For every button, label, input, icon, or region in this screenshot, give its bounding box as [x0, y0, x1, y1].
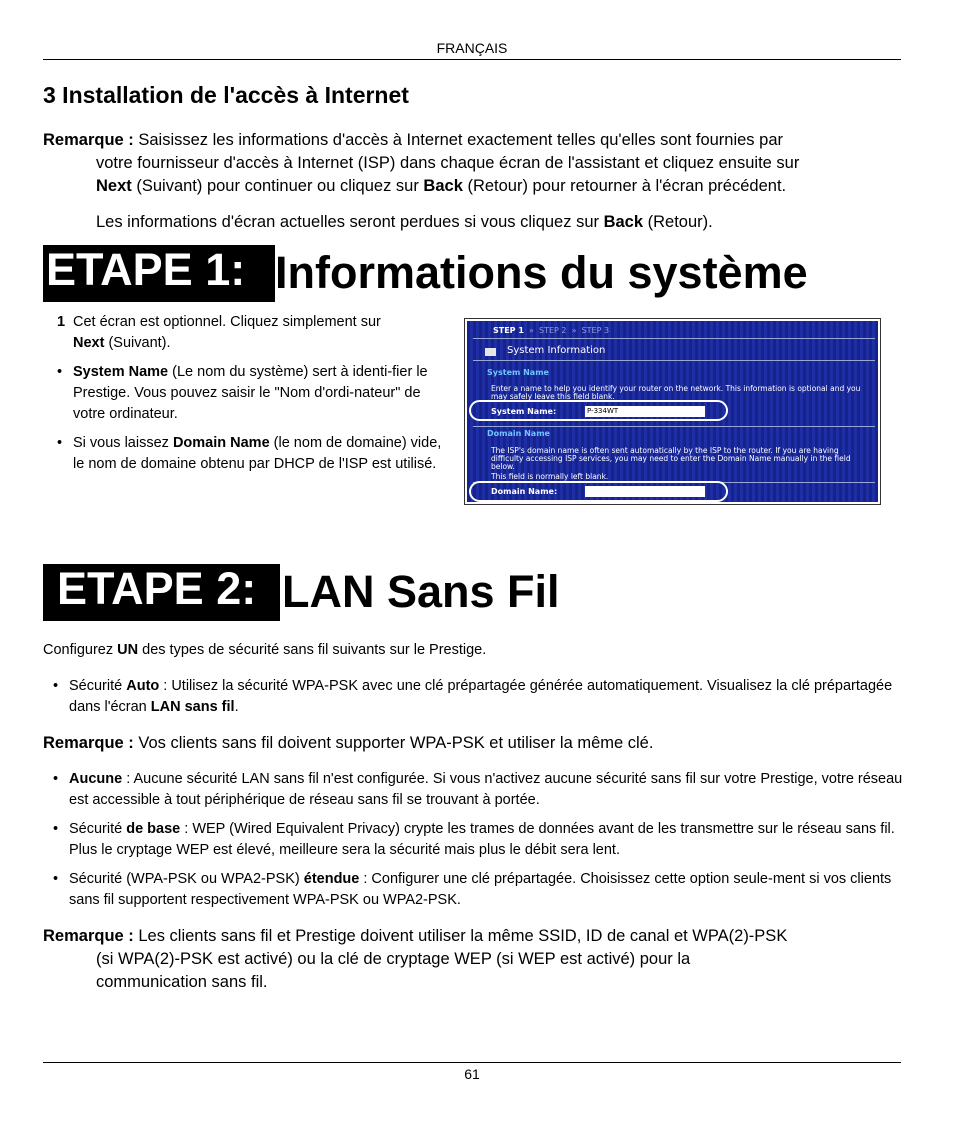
security-options-list [53, 769, 903, 919]
list-item [53, 676, 903, 718]
step1-instructions [57, 312, 452, 483]
page-header-language: FRANÇAIS [436, 40, 508, 56]
note-text: communication sans fil. [96, 973, 268, 991]
step2-intro [43, 640, 903, 661]
extended-keyword: étendue [303, 871, 360, 887]
domain-name-note: This field is normally left blank. [491, 472, 609, 481]
basic-keyword: de base [126, 821, 181, 837]
note-label: Remarque : [43, 131, 134, 149]
warning-paragraph [96, 211, 896, 234]
item-text: : WEP (Wired Equivalent Privacy) crypte les trames de données avant de les transmettre sur le réseau sans fil. Plus le cryptage WEP est élevé, meilleure sera la sécurité mais plus le débit sera lent. [69, 821, 895, 858]
item-text: . [234, 699, 239, 715]
step1-badge: ETAPE 1: [43, 245, 275, 302]
page-number: 61 [464, 1066, 480, 1082]
item-text: Si vous laissez [73, 435, 173, 451]
step1-bullets [57, 362, 452, 475]
system-name-field: P-334WT [585, 406, 705, 417]
intro-keyword: UN [117, 642, 139, 658]
note-text [43, 175, 903, 198]
domain-name-heading: Domain Name [487, 429, 550, 438]
item-text: : Utilisez la sécurité WPA-PSK avec une clé prépartagée générée automatiquement. Visualisez la clé prépartagée dans l'écran [69, 678, 893, 715]
system-name-label: System Name: [491, 407, 557, 416]
divider [473, 360, 875, 361]
list-item [53, 769, 903, 811]
note-text: Saisissez les informations d'accès à Internet exactement telles qu'elles sont fournies par [133, 131, 783, 149]
highlight-oval [469, 481, 728, 502]
step-arrow-icon: » [529, 326, 534, 335]
domain-name-keyword: Domain Name [172, 435, 270, 451]
item-text: : Aucune sécurité LAN sans fil n'est configurée. Si vous n'activez aucune sécurité sans fil sur votre Prestige, votre réseau est accessible à tout périphérique de réseau sans fil se trouvant à portée. [69, 771, 903, 808]
section-title: 3 Installation de l'accès à Internet [43, 82, 409, 108]
step2-badge: ETAPE 2: [43, 564, 280, 621]
divider [473, 338, 875, 339]
step-tab: STEP 1 [493, 326, 524, 335]
warning-text: (Retour). [643, 213, 713, 231]
note-label: Remarque : [43, 927, 134, 945]
note-label: Remarque : [43, 734, 134, 752]
note-paragraph [43, 732, 903, 755]
item-text: Cet écran est optionnel. Cliquez simplement sur [73, 314, 381, 330]
footer-rule [43, 1062, 901, 1063]
step1-title: Informations du système [275, 247, 808, 298]
intro-text: des types de sécurité sans fil suivants sur le Prestige. [138, 642, 487, 658]
next-keyword: Next [96, 177, 132, 195]
item-text: Sécurité (WPA-PSK ou WPA2-PSK) [69, 871, 304, 887]
note-paragraph [43, 925, 903, 994]
back-keyword: Back [423, 177, 463, 195]
note-text: Les clients sans fil et Prestige doivent utiliser la même SSID, ID de canal et WPA(2)-PSK [133, 927, 788, 945]
item-text: (Le nom du système) sert à identi-fier le Prestige. Vous pouvez saisir le "Nom d'ordi-nateur" de votre ordinateur. [73, 364, 428, 422]
item-text: (le nom de domaine) vide, le nom de domaine obtenu par DHCP de l'ISP est utilisé. [73, 435, 442, 472]
step-tab: STEP 2 [539, 326, 567, 335]
auto-keyword: Auto [126, 678, 160, 694]
note-text: (Retour) pour retourner à l'écran précédent. [462, 177, 787, 195]
intro-text: Configurez [43, 642, 118, 658]
system-name-keyword: System Name [73, 364, 169, 380]
item-text: Sécurité [69, 821, 127, 837]
note-text: Vos clients sans fil doivent supporter WPA-PSK et utiliser la même clé. [133, 734, 654, 752]
note-text: votre fournisseur d'accès à Internet (ISP) dans chaque écran de l'assistant et cliquez ensuite sur [96, 154, 800, 172]
note-paragraph [43, 129, 903, 198]
divider [473, 426, 875, 427]
note-text: (Suivant) pour continuer ou cliquez sur [131, 177, 424, 195]
item-text: Sécurité [69, 678, 127, 694]
wireless-lan-keyword: LAN sans fil [150, 699, 235, 715]
step-arrow-icon: » [571, 326, 577, 335]
system-name-heading: System Name [487, 368, 549, 377]
domain-name-help: The ISP's domain name is often sent automatically by the ISP to the router. If you are having difficulty accessing ISP services, you may need to enter the Domain Name manually in the field below. [491, 446, 851, 471]
list-item [57, 433, 452, 475]
warning-text: Les informations d'écran actuelles seront perdues si vous cliquez sur [96, 213, 604, 231]
item-text: (Suivant). [104, 335, 171, 351]
list-item [57, 362, 452, 425]
header-rule [43, 59, 901, 60]
wizard-steps [493, 326, 609, 335]
auto-security-list [53, 676, 903, 726]
folder-icon [485, 348, 496, 356]
system-name-help: Enter a name to help you identify your router on the network. This information is optional and you may safely leave this field blank. [491, 384, 861, 401]
back-keyword: Back [603, 213, 644, 231]
system-information-screenshot [464, 318, 881, 505]
step2-title: LAN Sans Fil [282, 566, 560, 617]
item-number: 1 [57, 314, 66, 330]
note-text: (si WPA(2)-PSK est activé) ou la clé de cryptage WEP (si WEP est activé) pour la [96, 950, 691, 968]
none-keyword: Aucune [69, 771, 123, 787]
list-item [57, 312, 452, 354]
next-keyword: Next [73, 335, 105, 351]
domain-name-label: Domain Name: [491, 487, 558, 496]
step-tab: STEP 3 [581, 326, 610, 335]
highlight-oval [469, 400, 728, 421]
screenshot-title: System Information [507, 345, 606, 356]
list-item [53, 869, 903, 911]
list-item [53, 819, 903, 861]
item-text: : Configurer une clé prépartagée. Choisissez cette option seule-ment si vos clients sans fil supportent respectivement WPA-PSK ou WPA2-PSK. [69, 871, 892, 908]
